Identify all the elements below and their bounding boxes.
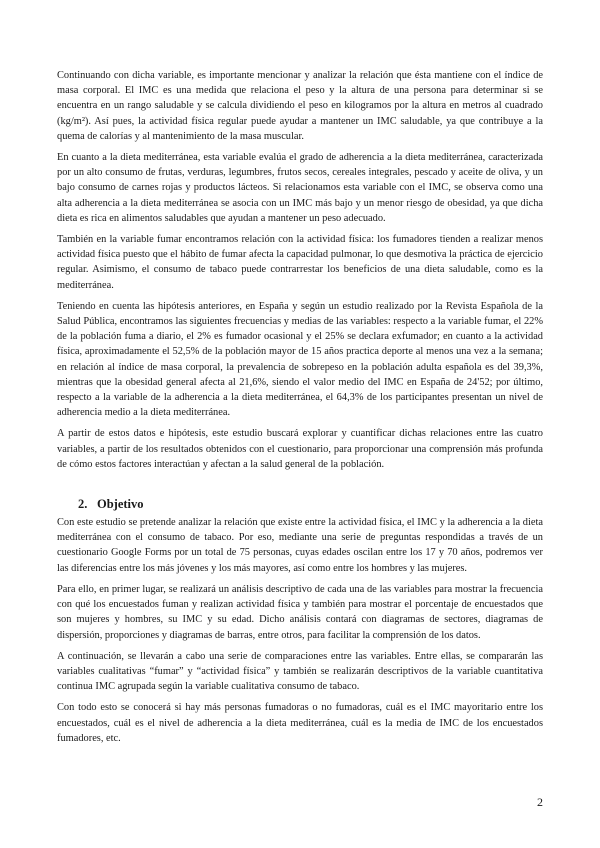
body-paragraph-3: También en la variable fumar encontramos relación con la actividad física: los fumadores tienden a realizar menos actividad física puesto que el hábito de fumar afecta la capacidad pulmonar, lo que desmotiva la práctica de ejercicio regular. Asimismo, el consumo de tabaco puede contrarrestar los beneficios de una dieta saludable, como es la mediterránea.: [57, 234, 543, 291]
objetivo-paragraph-2: Para ello, en primer lugar, se realizará un análisis descriptivo de cada una de las variables para mostrar la frecuencia con qué los encuestados fuman y realizan actividad física y también para mostrar el porcentaje de encuestados que son mujeres y hombres, su IMC y su edad. Dicho análisis contará con diagramas de sectores, diagramas de dispersión, proporciones y diagramas de barras, entre otros, para facilitar la comprensión de los datos.: [57, 583, 543, 641]
objetivo-paragraph-1: Con este estudio se pretende analizar la relación que existe entre la actividad física, el IMC y la adherencia a la dieta mediterránea con el consumo de tabaco. Por eso, mediante una serie de preguntas respondidas a través de un cuestionario Google Forms por un total de 75 personas, cuyas edades oscilan entre los 17 y 70 años, podremos ver las diferencias entre los más jóvenes y los más mayores, así como entre los hombres y las mujeres.: [57, 517, 543, 574]
body-paragraph-4: Teniendo en cuenta las hipótesis anteriores, en España y según un estudio realizado por la Revista Española de la Salud Pública, encontramos las siguientes frecuencias y medias de las variables: respecto a la variable fumar, el 22% de la población fuma a diario, el 2% es fumador ocasional y el 25% se declara exfumador; en cuanto a la actividad física, aproximadamente el 52,5% de la población mayor de 15 años practica deporte al menos una vez a la semana; en relación al índice de masa corporal, la prevalencia de sobrepeso en la población adulta española es del 39,3%, mientras que la obesidad general afecta al 21,6%, siendo el valor medio del IMC en España de 24'52; por último, respecto a la variable de la adherencia a la dieta mediterránea, el 64,3% de los participantes presentan un nivel de adherencia medio a la dieta mediterránea.: [57, 300, 543, 419]
section-number: 2.: [78, 497, 88, 512]
document-page: [57, 68, 543, 752]
section-heading-objetivo: [78, 496, 543, 512]
body-paragraph-1: Continuando con dicha variable, es importante mencionar y analizar la relación que ésta mantiene con el índice de masa corporal. El IMC es una medida que relaciona el peso y la altura de una persona para determinar si se encuentra en un rango saludable y se calcula dividiendo el peso en kilogramos por la altura en metros al cuadrado (kg/m²). Así pues, la actividad física regular puede ayudar a mantener un IMC saludable, ya que contribuye a la quema de calorías y al mantenimiento de la masa muscular.: [57, 70, 543, 142]
page-number: 2: [537, 795, 543, 809]
body-paragraph-5: A partir de estos datos e hipótesis, este estudio buscará explorar y cuantificar dichas relaciones entre las cuatro variables, a partir de los resultados obtenidos con el cuestionario, para proporcionar una comprensión más profunda de cómo estos factores interactúan y afectan a la salud general de la población.: [57, 428, 543, 470]
objetivo-paragraph-4: Con todo esto se conocerá si hay más personas fumadoras o no fumadoras, cuál es el IMC mayoritario entre los encuestados, cuál es el nivel de adherencia a la dieta mediterránea, cuál es la media de IMC de los encuestados fumadores, etc.: [57, 702, 543, 744]
objetivo-paragraph-3: A continuación, se llevarán a cabo una serie de comparaciones entre las variables. Entre ellas, se compararán las variables cualitativas “fumar” y “actividad física” y también se realizarán descriptivos de la variable cuantitativa continua IMC agrupada según la variable cualitativa consumo de tabaco.: [57, 650, 543, 693]
body-paragraph-2: En cuanto a la dieta mediterránea, esta variable evalúa el grado de adherencia a la dieta mediterránea, caracterizada por un alto consumo de frutas, verduras, legumbres, frutos secos, cereales integrales, pescado y aceite de oliva, y un bajo consumo de carnes rojas y productos lácteos. Si relacionamos esta variable con el IMC, se observa como una alta adherencia a la dieta mediterránea se asocia con un IMC más bajo y un menor riesgo de obesidad, ya que dicha dieta es rica en alimentos saludables que ayudan a mantener un peso adecuado.: [57, 152, 543, 224]
section-title: Objetivo: [97, 497, 144, 512]
